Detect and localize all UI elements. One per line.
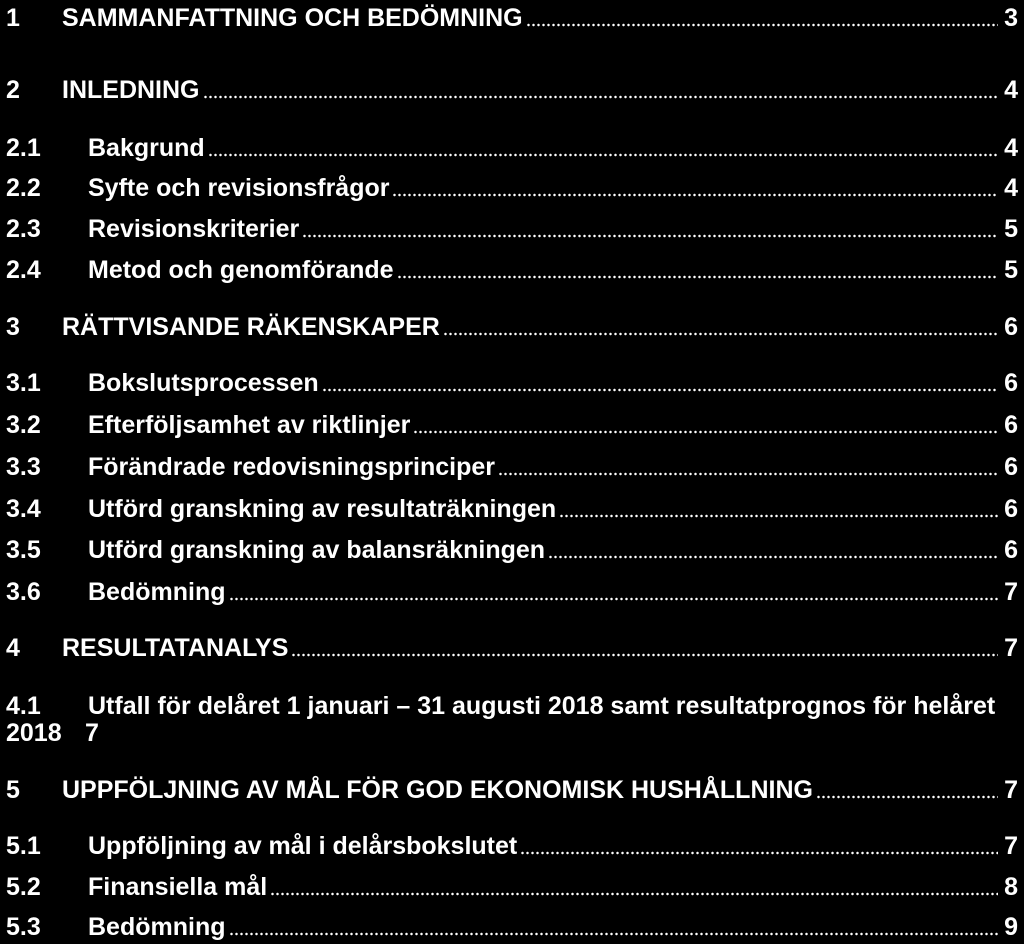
toc-entry-line [88,256,1018,284]
toc-entry-page: 6 [1004,453,1018,481]
toc-entry-line [88,369,1018,397]
toc-entry-number: 3.2 [6,411,41,439]
toc-entry-title-continuation: 2018 [6,719,62,747]
toc-entry [0,634,1024,662]
dot-leader [291,653,998,657]
toc-entry-page: 4 [1004,134,1018,162]
dot-leader [322,388,998,392]
toc-entry-title: SAMMANFATTNING OCH BEDÖMNING [62,4,523,32]
toc-entry-number: 5.1 [6,832,41,860]
toc-entry-page: 6 [1004,536,1018,564]
toc-entry [0,76,1024,104]
toc-entry-number: 3.5 [6,536,41,564]
toc-entry-number: 3.1 [6,369,41,397]
toc-entry-line [88,692,1018,720]
toc-entry-page: 8 [1004,873,1018,901]
toc-entry-page: 6 [1004,313,1018,341]
toc-entry-line [88,174,1018,202]
toc-entry-title: RESULTATANALYS [62,634,289,662]
toc-entry-title: Förändrade redovisningsprinciper [88,453,496,481]
toc-entry-page: 4 [1004,76,1018,104]
toc-entry [0,913,1024,941]
toc-entry-page: 7 [1004,578,1018,606]
dot-leader [229,597,999,601]
toc-entry-page: 9 [1004,913,1018,941]
toc-entry-number: 3 [6,313,20,341]
toc-entry-page: 4 [1004,174,1018,202]
toc-entry-title: Syfte och revisionsfrågor [88,174,390,202]
toc-entry-page: 7 [1004,832,1018,860]
toc-entry-title: RÄTTVISANDE RÄKENSKAPER [62,313,440,341]
toc-entry-number: 3.6 [6,578,41,606]
toc-entry [0,256,1024,284]
toc-entry-line [88,578,1018,606]
dot-leader [559,514,998,518]
toc-entry-page: 5 [1004,215,1018,243]
dot-leader [208,153,998,157]
dot-leader [520,851,998,855]
toc-entry-line [88,913,1018,941]
toc-entry-number: 1 [6,4,20,32]
dot-leader [413,430,998,434]
toc-entry-line [62,634,1018,662]
toc-entry-line [88,453,1018,481]
toc-entry-line [88,536,1018,564]
toc-entry-title: Utförd granskning av balansräkningen [88,536,546,564]
toc-entry-number: 2.2 [6,174,41,202]
dot-leader [302,234,998,238]
toc-entry-number: 5.3 [6,913,41,941]
toc-entry-number: 4.1 [6,692,41,720]
toc-entry-number: 2.3 [6,215,41,243]
toc-entry [0,4,1024,32]
toc-entry [0,453,1024,481]
toc-entry [0,692,1024,720]
toc-entry-line [88,873,1018,901]
toc-entry-page: 7 [85,719,99,747]
toc-entry-line [88,411,1018,439]
toc-entry [0,495,1024,523]
toc-entry-number: 3.3 [6,453,41,481]
toc-entry-number: 3.4 [6,495,41,523]
toc-entry-page: 3 [1004,4,1018,32]
toc-entry-title: Utförd granskning av resultaträkningen [88,495,557,523]
toc-entry-page: 6 [1004,411,1018,439]
toc-entry-line [88,832,1018,860]
toc-entry-number: 2 [6,76,20,104]
toc-entry-page: 6 [1004,495,1018,523]
toc-entry-title: Finansiella mål [88,873,268,901]
toc-entry-title: Bakgrund [88,134,205,162]
toc-entry-title: INLEDNING [62,76,200,104]
dot-leader [203,95,999,99]
dot-leader [397,275,998,279]
toc-entry-title: Efterföljsamhet av riktlinjer [88,411,411,439]
dot-leader [392,193,998,197]
toc-entry [0,313,1024,341]
toc-entry [0,134,1024,162]
toc-entry-page: 6 [1004,369,1018,397]
toc-entry [0,536,1024,564]
toc-entry-line [62,313,1018,341]
dot-leader [229,932,999,936]
toc-entry-number: 4 [6,634,20,662]
toc-entry [0,578,1024,606]
toc-entry [0,215,1024,243]
toc-entry-title: Uppföljning av mål i delårsbokslutet [88,832,518,860]
toc-entry-title: Revisionskriterier [88,215,300,243]
toc-entry-number: 2.1 [6,134,41,162]
toc-entry-title: Utfall för delåret 1 januari – 31 augusti 2018 samt resultatprognos för helåret [88,692,996,720]
toc-entry-title: Bokslutsprocessen [88,369,319,397]
toc-entry [0,873,1024,901]
toc-entry-number: 5.2 [6,873,41,901]
dot-leader [816,795,998,799]
toc-entry-line [62,76,1018,104]
toc-entry-line [62,776,1018,804]
dot-leader [548,555,998,559]
toc-entry [0,174,1024,202]
toc-entry-number: 5 [6,776,20,804]
toc-entry-number: 2.4 [6,256,41,284]
toc-entry [0,411,1024,439]
toc-entry-page: 5 [1004,256,1018,284]
toc-entry-page: 7 [1004,634,1018,662]
toc-entry-title: UPPFÖLJNING AV MÅL FÖR GOD EKONOMISK HUSHÅLLNING [62,776,813,804]
toc-entry-line [88,215,1018,243]
dot-leader [498,472,998,476]
toc-entry-line [88,495,1018,523]
dot-leader [443,332,998,336]
toc-entry-line [62,4,1018,32]
toc-entry [0,369,1024,397]
dot-leader [270,892,998,896]
dot-leader [526,23,998,27]
toc-entry-continuation [0,719,1024,747]
toc-entry-title: Bedömning [88,578,226,606]
toc-entry-title: Bedömning [88,913,226,941]
toc-entry [0,832,1024,860]
toc-entry-line [88,134,1018,162]
toc-entry-title: Metod och genomförande [88,256,394,284]
toc-entry-page: 7 [1004,776,1018,804]
toc-entry [0,776,1024,804]
